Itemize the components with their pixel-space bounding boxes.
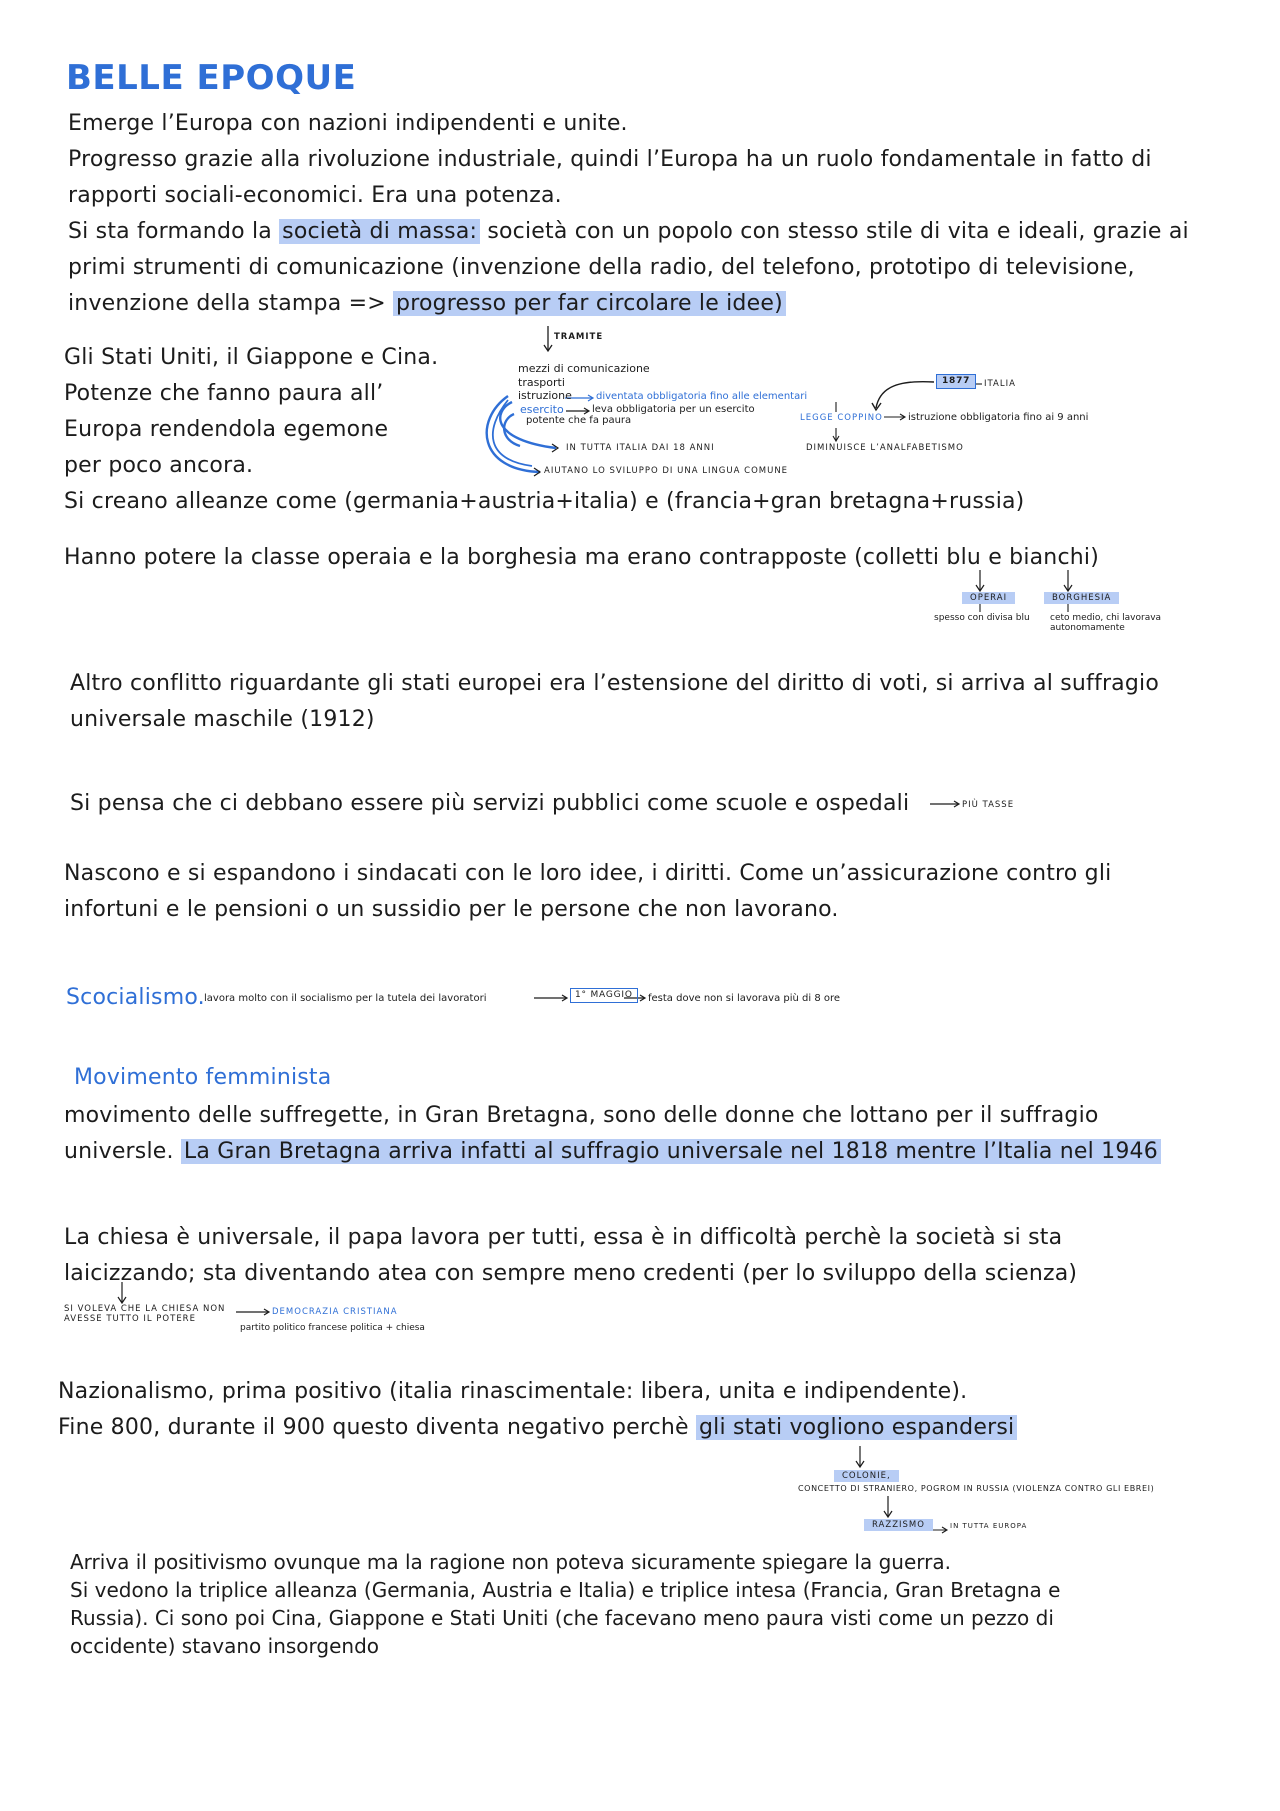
- note-istruzione: istruzione: [518, 389, 572, 402]
- feminism-heading: Movimento femminista: [74, 1065, 332, 1090]
- note-legge-coppino: LEGGE COPPINO: [800, 413, 883, 423]
- note-tutta-italia: IN TUTTA ITALIA DAI 18 ANNI: [566, 443, 715, 453]
- church-line-1: La chiesa è universale, il papa lavora per tutti, essa è in difficoltà perchè la società si sta: [64, 1225, 1063, 1250]
- services-line: Si pensa che ci debbano essere più servizi pubblici come scuole e ospedali: [70, 791, 910, 816]
- feminism-line-2: [64, 1134, 1161, 1170]
- nationalism-line-2-a: Fine 800, durante il 900 questo diventa negativo perchè: [58, 1415, 696, 1440]
- suffrage-line-1: Altro conflitto riguardante gli stati europei era l’estensione del diritto di voti, si arriva al suffragio: [70, 671, 1160, 696]
- note-analfabetismo: DIMINUISCE L’ANALFABETISMO: [806, 443, 964, 453]
- powers-line-1: Gli Stati Uniti, il Giappone e Cina.: [64, 345, 439, 370]
- classes-line: Hanno potere la classe operaia e la borghesia ma erano contrapposte (colletti blu e bianchi): [64, 545, 1099, 570]
- unions-line-1: Nascono e si espandono i sindacati con le loro idee, i diritti. Come un’assicurazione contro gli: [64, 861, 1112, 886]
- intro-line-3: rapporti sociali-economici. Era una potenza.: [68, 183, 562, 208]
- note-esercito: esercito: [520, 403, 564, 416]
- note-esercito-detail-2: potente che fa paura: [526, 415, 632, 426]
- note-tramite: TRAMITE: [554, 332, 604, 342]
- box-1877: 1877: [936, 374, 976, 389]
- nationalism-line-2: [58, 1410, 1017, 1446]
- feminism-line-2-a: universle.: [64, 1139, 174, 1164]
- powers-line-3: Europa rendendola egemone: [64, 417, 389, 442]
- note-church-b: AVESSE TUTTO IL POTERE: [64, 1314, 196, 1324]
- intro-line-4-b: società con un popolo con stesso stile di vita e ideali, grazie ai: [480, 219, 1189, 244]
- note-istruzione-detail: diventata obbligatoria fino alle elementari: [596, 391, 808, 402]
- final-line-4: occidente) stavano insorgendo: [70, 1634, 380, 1658]
- highlight-espandersi: gli stati vogliono espandersi: [696, 1415, 1017, 1440]
- note-primo-maggio: festa dove non si lavorava più di 8 ore: [648, 993, 841, 1004]
- highlight-progresso: progresso per far circolare le idee): [393, 291, 786, 316]
- page-title: BELLE EPOQUE: [66, 58, 357, 98]
- final-line-3: Russia). Ci sono poi Cina, Giappone e Stati Uniti (che facevano meno paura visti come un pezzo di: [70, 1606, 1054, 1630]
- note-lingua: AIUTANO LO SVILUPPO DI UNA LINGUA COMUNE: [544, 466, 789, 476]
- note-colonie: CONCETTO DI STRANIERO, POGROM IN RUSSIA (VIOLENZA CONTRO GLI EBREI): [798, 1484, 1155, 1493]
- note-borghesia: ceto medio, chi lavorava: [1050, 613, 1162, 623]
- chip-operai: OPERAI: [962, 592, 1015, 604]
- intro-line-5: primi strumenti di comunicazione (invenzione della radio, del telefono, prototipo di televisione,: [68, 255, 1135, 280]
- note-italia: ITALIA: [984, 379, 1016, 389]
- note-operai: spesso con divisa blu: [934, 613, 1030, 623]
- highlight-societa-di-massa: società di massa:: [279, 219, 480, 244]
- note-socialism: lavora molto con il socialismo per la tutela dei lavoratori: [204, 993, 487, 1004]
- intro-line-4-a: Si sta formando la: [68, 219, 280, 244]
- note-trasporti: trasporti: [518, 376, 565, 389]
- intro-line-1: Emerge l’Europa con nazioni indipendenti e unite.: [68, 111, 628, 136]
- note-razzismo: IN TUTTA EUROPA: [950, 1522, 1028, 1530]
- unions-line-2: infortuni e le pensioni o un sussidio per le persone che non lavorano.: [64, 897, 839, 922]
- highlight-suffragio: La Gran Bretagna arriva infatti al suffragio universale nel 1818 mentre l’Italia nel 1946: [181, 1139, 1161, 1164]
- powers-line-4: per poco ancora.: [64, 453, 254, 478]
- note-piu-tasse: PIÙ TASSE: [962, 800, 1015, 810]
- note-mezzi: mezzi di comunicazione: [518, 362, 650, 375]
- note-church-a: SI VOLEVA CHE LA CHIESA NON: [64, 1304, 226, 1314]
- note-democrazia-detail: partito politico francese politica + chiesa: [240, 1323, 425, 1333]
- final-line-1: Arriva il positivismo ovunque ma la ragione non poteva sicuramente spiegare la guerra.: [70, 1550, 951, 1574]
- chip-borghesia: BORGHESIA: [1044, 592, 1119, 604]
- note-legge-detail: istruzione obbligatoria fino ai 9 anni: [908, 412, 1089, 423]
- nationalism-line-1: Nazionalismo, prima positivo (italia rinascimentale: libera, unita e indipendente).: [58, 1379, 968, 1404]
- note-borghesia-2: autonomamente: [1050, 623, 1125, 633]
- powers-line-2: Potenze che fanno paura all’: [64, 381, 384, 406]
- socialism-label: Scocialismo.: [66, 985, 205, 1010]
- church-line-2: laicizzando; sta diventando atea con sempre meno credenti (per lo sviluppo della scienza): [64, 1261, 1078, 1286]
- intro-line-2: Progresso grazie alla rivoluzione industriale, quindi l’Europa ha un ruolo fondamentale in fatto di: [68, 147, 1152, 172]
- final-line-2: Si vedono la triplice alleanza (Germania, Austria e Italia) e triplice intesa (Francia, Gran Bretagna e: [70, 1578, 1061, 1602]
- note-democrazia-cristiana: DEMOCRAZIA CRISTIANA: [272, 1307, 398, 1317]
- box-primo-maggio: 1° MAGGIO: [570, 988, 638, 1003]
- powers-line-5: Si creano alleanze come (germania+austria+italia) e (francia+gran bretagna+russia): [64, 489, 1025, 514]
- suffrage-line-2: universale maschile (1912): [70, 707, 375, 732]
- feminism-line-1: movimento delle suffregette, in Gran Bretagna, sono delle donne che lottano per il suffragio: [64, 1103, 1099, 1128]
- intro-line-6-a: invenzione della stampa =>: [68, 291, 394, 316]
- chip-razzismo: RAZZISMO: [864, 1519, 933, 1531]
- chip-colonie: COLONIE,: [834, 1470, 899, 1482]
- note-esercito-detail: leva obbligatoria per un esercito: [592, 404, 755, 415]
